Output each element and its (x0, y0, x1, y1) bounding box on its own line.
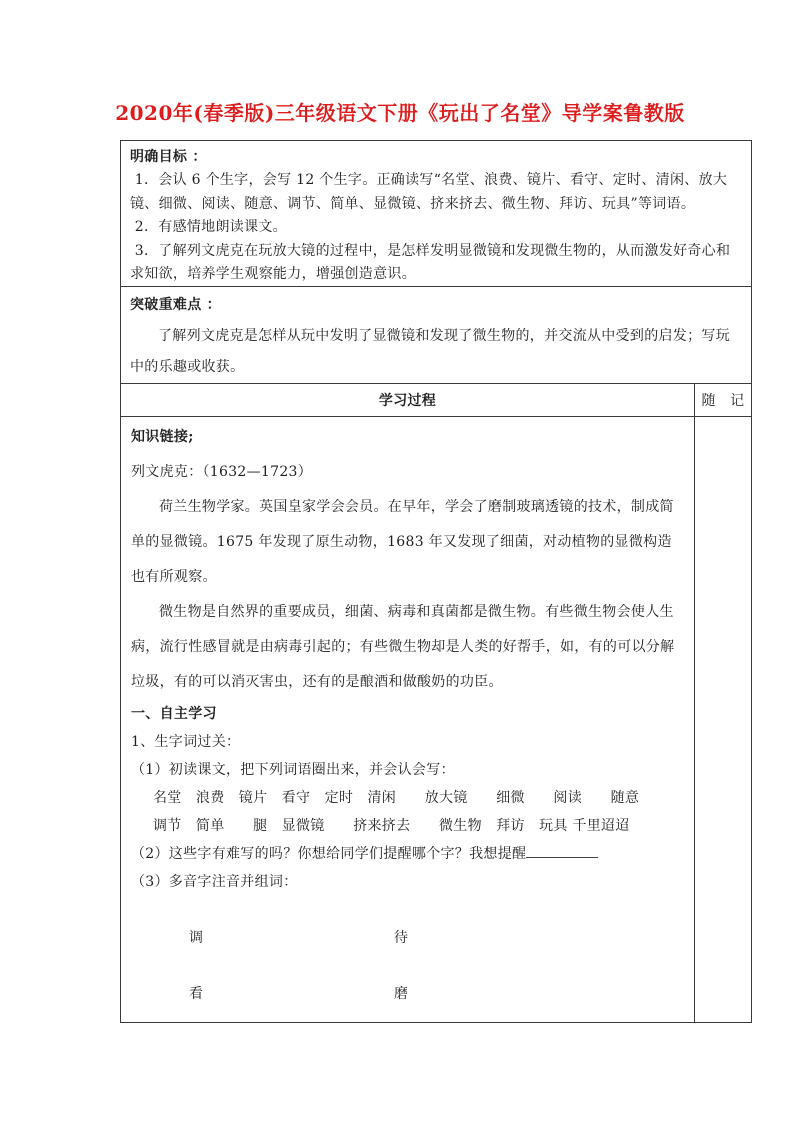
fill-blank-underline (526, 845, 598, 858)
process-header-label: 学习过程 (121, 384, 695, 416)
page-title: 2020年(春季版)三年级语文下册《玩出了名堂》导学案鲁教版 (115, 101, 685, 125)
learning-process-cell (121, 417, 695, 1022)
lesson-plan-table (120, 140, 752, 1023)
process-header-row (121, 383, 751, 416)
blank-line (131, 952, 686, 980)
knowledge-heading: 知识链接; (131, 429, 194, 445)
key-points-body: 了解列文虎克是怎样从玩中发明了显微镜和发现了微生物的，并交流从中受到的启发；写玩中的乐趣或收获。 (130, 328, 730, 375)
polyphonic-row (131, 924, 686, 952)
question-2 (131, 840, 686, 868)
question-2-text: （2）这些字有难写的吗？你想给同学们提醒哪个字？我想提醒 (131, 846, 527, 862)
self-study-heading: 一、自主学习 (131, 706, 217, 722)
objectives-heading: 明确目标 ： (130, 149, 207, 165)
key-points-section (121, 286, 751, 383)
polyphonic-char: 调 (189, 930, 204, 946)
notes-header-label: 随 记 (701, 393, 745, 409)
polyphonic-char: 磨 (394, 986, 409, 1002)
objective-item: 2．有感情地朗读课文。 (130, 219, 287, 235)
process-content-row (121, 416, 751, 1022)
knowledge-person-line: 列文虎克：（1632—1723） (131, 464, 313, 480)
objective-item: 3．了解列文虎克在玩放大镜的过程中，是怎样发明显微镜和发现微生物的，从而激发好奇心和求知欲，培养学生观察能力，增强创造意识。 (130, 242, 731, 282)
polyphonic-char: 待 (394, 930, 409, 946)
self-study-item: 1、生字词过关： (131, 734, 241, 750)
polyphonic-char: 看 (189, 986, 204, 1002)
objectives-section (121, 141, 751, 286)
knowledge-paragraph: 荷兰生物学家。英国皇家学会会员。在早年，学会了磨制玻璃透镜的技术，制成简单的显微镜。1675 年发现了原生动物，1683 年又发现了细菌，对动植物的显微构造也有所观察。 (131, 499, 674, 585)
notes-column (695, 417, 751, 1022)
question-1: （1）初读课文，把下列词语圈出来，并会认会写： (131, 762, 455, 778)
key-points-heading: 突破重难点 ： (130, 297, 221, 313)
word-list-row: 名堂 浪费 镜片 看守 定时 清闲 放大镜 细微 阅读 随意 (153, 790, 640, 806)
objective-item: 1．会认 6 个生字，会写 12 个生字。正确读写“名堂、浪费、镜片、看守、定时、清闲、放大镜、细微、阅读、随意、调节、简单、显微镜、挤来挤去、微生物、拜访、玩具”等词语。 (130, 172, 728, 212)
question-3: （3）多音字注音并组词： (131, 874, 298, 890)
knowledge-paragraph: 微生物是自然界的重要成员，细菌、病毒和真菌都是微生物。有些微生物会使人生病，流行性感冒就是由病毒引起的；有些微生物却是人类的好帮手，如，有的可以分解垃圾，有的可以消灭害虫，还有的是酿酒和做酸奶的功臣。 (131, 604, 675, 690)
polyphonic-row (131, 980, 686, 1008)
word-list-row: 调节 简单 腿 显微镜 挤来挤去 微生物 拜访 玩具 千里迢迢 (153, 818, 630, 834)
blank-line (131, 896, 686, 924)
